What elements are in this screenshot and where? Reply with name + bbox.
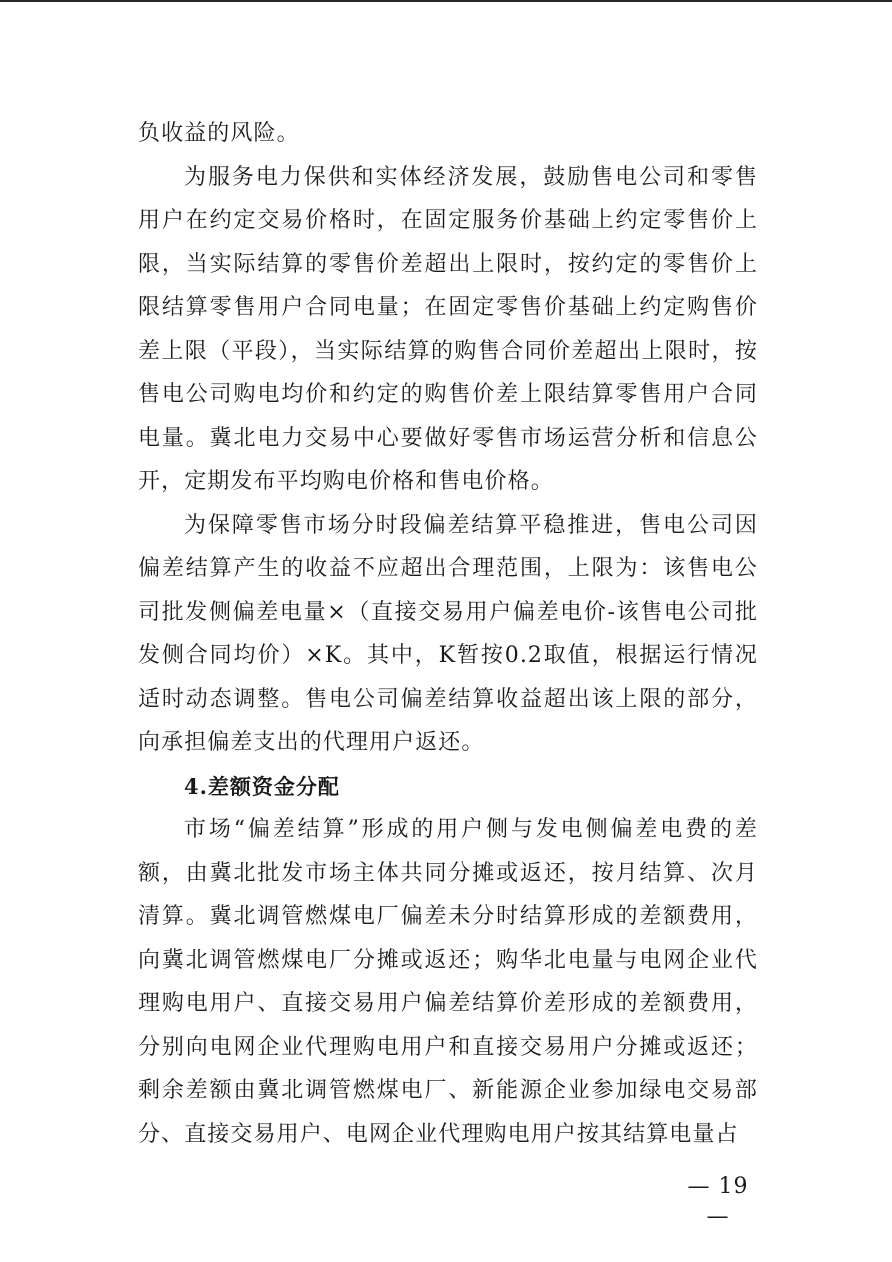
paragraph-difference-fund-allocation: 市场“偏差结算”形成的用户侧与发电侧偏差电费的差额，由冀北批发市场主体共同分摊或返还，按月结算、次月清算。冀北调管燃煤电厂偏差未分时结算形成的差额费用，向冀北调管燃煤电厂分摊或返还；购华北电量与电网企业代理购电用户、直接交易用户偏差结算价差形成的差额费用，分别向电网企业代理购电用户和直接交易用户分摊或返还；剩余差额由冀北调管燃煤电厂、新能源企业参加绿电交易部分、直接交易用户、电网企业代理购电用户按其结算电量占 [138,817,758,1147]
document-body [138,112,758,1156]
paragraph-continuation: 负收益的风险。 [138,121,300,146]
page-number: — 19 — [687,1174,749,1229]
paragraph-deviation-settlement-limit: 为保障零售市场分时段偏差结算平稳推进，售电公司因偏差结算产生的收益不应超出合理范围，上限为：该售电公司批发侧偏差电量×（直接交易用户偏差电价-该售电公司批发侧合同均价）×K。其中，K暂按0.2取值，根据运行情况适时动态调整。售电公司偏差结算收益超出该上限的部分，向承担偏差支出的代理用户返还。 [138,512,758,755]
paragraph-retail-price-cap: 为服务电力保供和实体经济发展，鼓励售电公司和零售用户在约定交易价格时，在固定服务价基础上约定零售价上限，当实际结算的零售价差超出上限时，按约定的零售价上限结算零售用户合同电量；在固定零售价基础上约定购售价差上限（平段），当实际结算的购售合同价差超出上限时，按售电公司购电均价和约定的购售价差上限结算零售用户合同电量。冀北电力交易中心要做好零售市场运营分析和信息公开，定期发布平均购电价格和售电价格。 [138,164,758,494]
section-heading: 4.差额资金分配 [184,773,340,799]
top-border-rule [0,0,892,2]
